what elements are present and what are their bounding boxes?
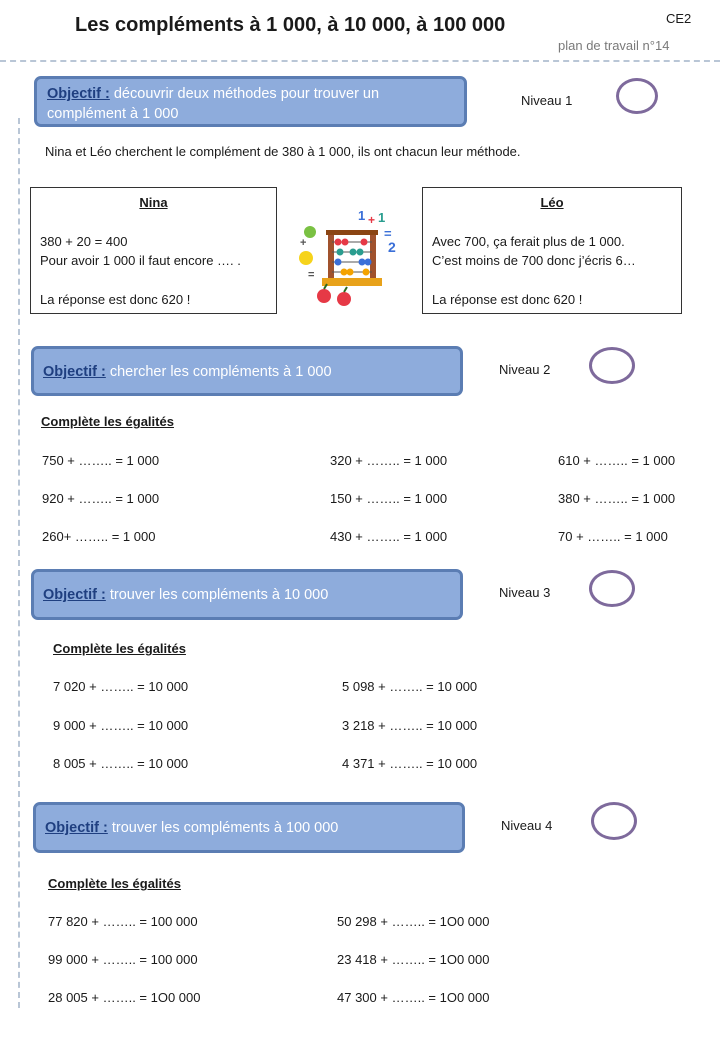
svg-text:=: =: [384, 226, 392, 241]
equation-blank[interactable]: 610 + …….. = 1 000: [558, 453, 676, 468]
abacus-icon: [298, 206, 402, 306]
nina-line-1: 380 + 20 = 400: [40, 234, 128, 249]
svg-text:1: 1: [358, 208, 366, 223]
equation-blank[interactable]: 320 + …….. = 1 000: [330, 453, 448, 468]
objectif-keyword: Objectif :: [47, 86, 110, 102]
equation-blank[interactable]: 150 + …….. = 1 000: [330, 491, 448, 506]
svg-text:=: =: [308, 269, 315, 281]
leo-line-3: La réponse est donc 620 !: [432, 292, 583, 307]
svg-text:1: 1: [378, 210, 386, 225]
leo-method-box: [422, 187, 682, 314]
equation-blank[interactable]: 380 + …….. = 1 000: [558, 491, 676, 506]
exercise-instruction-2: Complète les égalités: [41, 414, 174, 429]
objectif-banner-4: [33, 802, 465, 853]
objectif-text: découvrir deux méthodes pour trouver un complément à 1 000: [47, 86, 380, 122]
equation-blank[interactable]: 47 300 + …….. = 1O0 000: [337, 990, 490, 1005]
niveau-label-2: Niveau 2: [499, 362, 551, 377]
level-circle-2[interactable]: [589, 347, 635, 384]
leo-line-2: C’est moins de 700 donc j’écris 6…: [432, 253, 636, 268]
equation-blank[interactable]: 23 418 + …….. = 1O0 000: [337, 952, 490, 967]
objectif-banner-3: [31, 569, 463, 620]
equation-blank[interactable]: 99 000 + …….. = 100 000: [48, 952, 198, 967]
nina-line-3: La réponse est donc 620 !: [40, 292, 191, 307]
equation-blank[interactable]: 260+ …….. = 1 000: [42, 529, 156, 544]
equation-blank[interactable]: 8 005 + …….. = 10 000: [53, 756, 189, 771]
objectif-keyword: Objectif :: [43, 587, 106, 603]
equation-blank[interactable]: 5 098 + …….. = 10 000: [342, 679, 478, 694]
exercise-instruction-4: Complète les égalités: [48, 876, 181, 891]
nina-line-2: Pour avoir 1 000 il faut encore …. .: [40, 253, 241, 268]
work-plan-label: plan de travail n°14: [558, 38, 670, 53]
equation-blank[interactable]: 50 298 + …….. = 1O0 000: [337, 914, 490, 929]
equation-blank[interactable]: 28 005 + …….. = 1O0 000: [48, 990, 201, 1005]
level-circle-4[interactable]: [591, 802, 637, 840]
margin-divider: [18, 118, 20, 1008]
equation-blank[interactable]: 3 218 + …….. = 10 000: [342, 718, 478, 733]
equation-blank[interactable]: 77 820 + …….. = 100 000: [48, 914, 198, 929]
equation-blank[interactable]: 430 + …….. = 1 000: [330, 529, 448, 544]
exercise-instruction-3: Complète les égalités: [53, 641, 186, 656]
header-divider: [0, 60, 720, 62]
nina-method-box: [30, 187, 277, 314]
svg-text:2: 2: [388, 239, 396, 255]
equation-blank[interactable]: 920 + …….. = 1 000: [42, 491, 160, 506]
svg-text:+: +: [368, 213, 376, 227]
equation-blank[interactable]: 70 + …….. = 1 000: [558, 529, 668, 544]
equation-blank[interactable]: 750 + …….. = 1 000: [42, 453, 160, 468]
level-circle-1[interactable]: [616, 78, 658, 114]
equation-blank[interactable]: 9 000 + …….. = 10 000: [53, 718, 189, 733]
equation-blank[interactable]: 7 020 + …….. = 10 000: [53, 679, 189, 694]
intro-text: Nina et Léo cherchent le complément de 380 à 1 000, ils ont chacun leur méthode.: [45, 144, 521, 159]
level-circle-3[interactable]: [589, 570, 635, 607]
niveau-label-4: Niveau 4: [501, 818, 553, 833]
grade-label: CE2: [666, 11, 692, 26]
niveau-label-3: Niveau 3: [499, 585, 551, 600]
objectif-text: trouver les compléments à 10 000: [105, 587, 329, 603]
objectif-banner-2: [31, 346, 463, 396]
page-title: Les compléments à 1 000, à 10 000, à 100 000: [75, 14, 506, 36]
svg-text:+: +: [300, 237, 307, 249]
equation-blank[interactable]: 4 371 + …….. = 10 000: [342, 756, 478, 771]
objectif-keyword: Objectif :: [43, 364, 106, 380]
objectif-keyword: Objectif :: [45, 820, 108, 836]
objectif-banner-1: [34, 76, 467, 127]
nina-name: Nina: [139, 195, 168, 210]
objectif-text: trouver les compléments à 100 000: [107, 820, 339, 836]
leo-line-1: Avec 700, ça ferait plus de 1 000.: [432, 234, 625, 249]
niveau-label-1: Niveau 1: [521, 93, 573, 108]
leo-name: Léo: [540, 195, 564, 210]
objectif-text: chercher les compléments à 1 000: [105, 364, 332, 380]
